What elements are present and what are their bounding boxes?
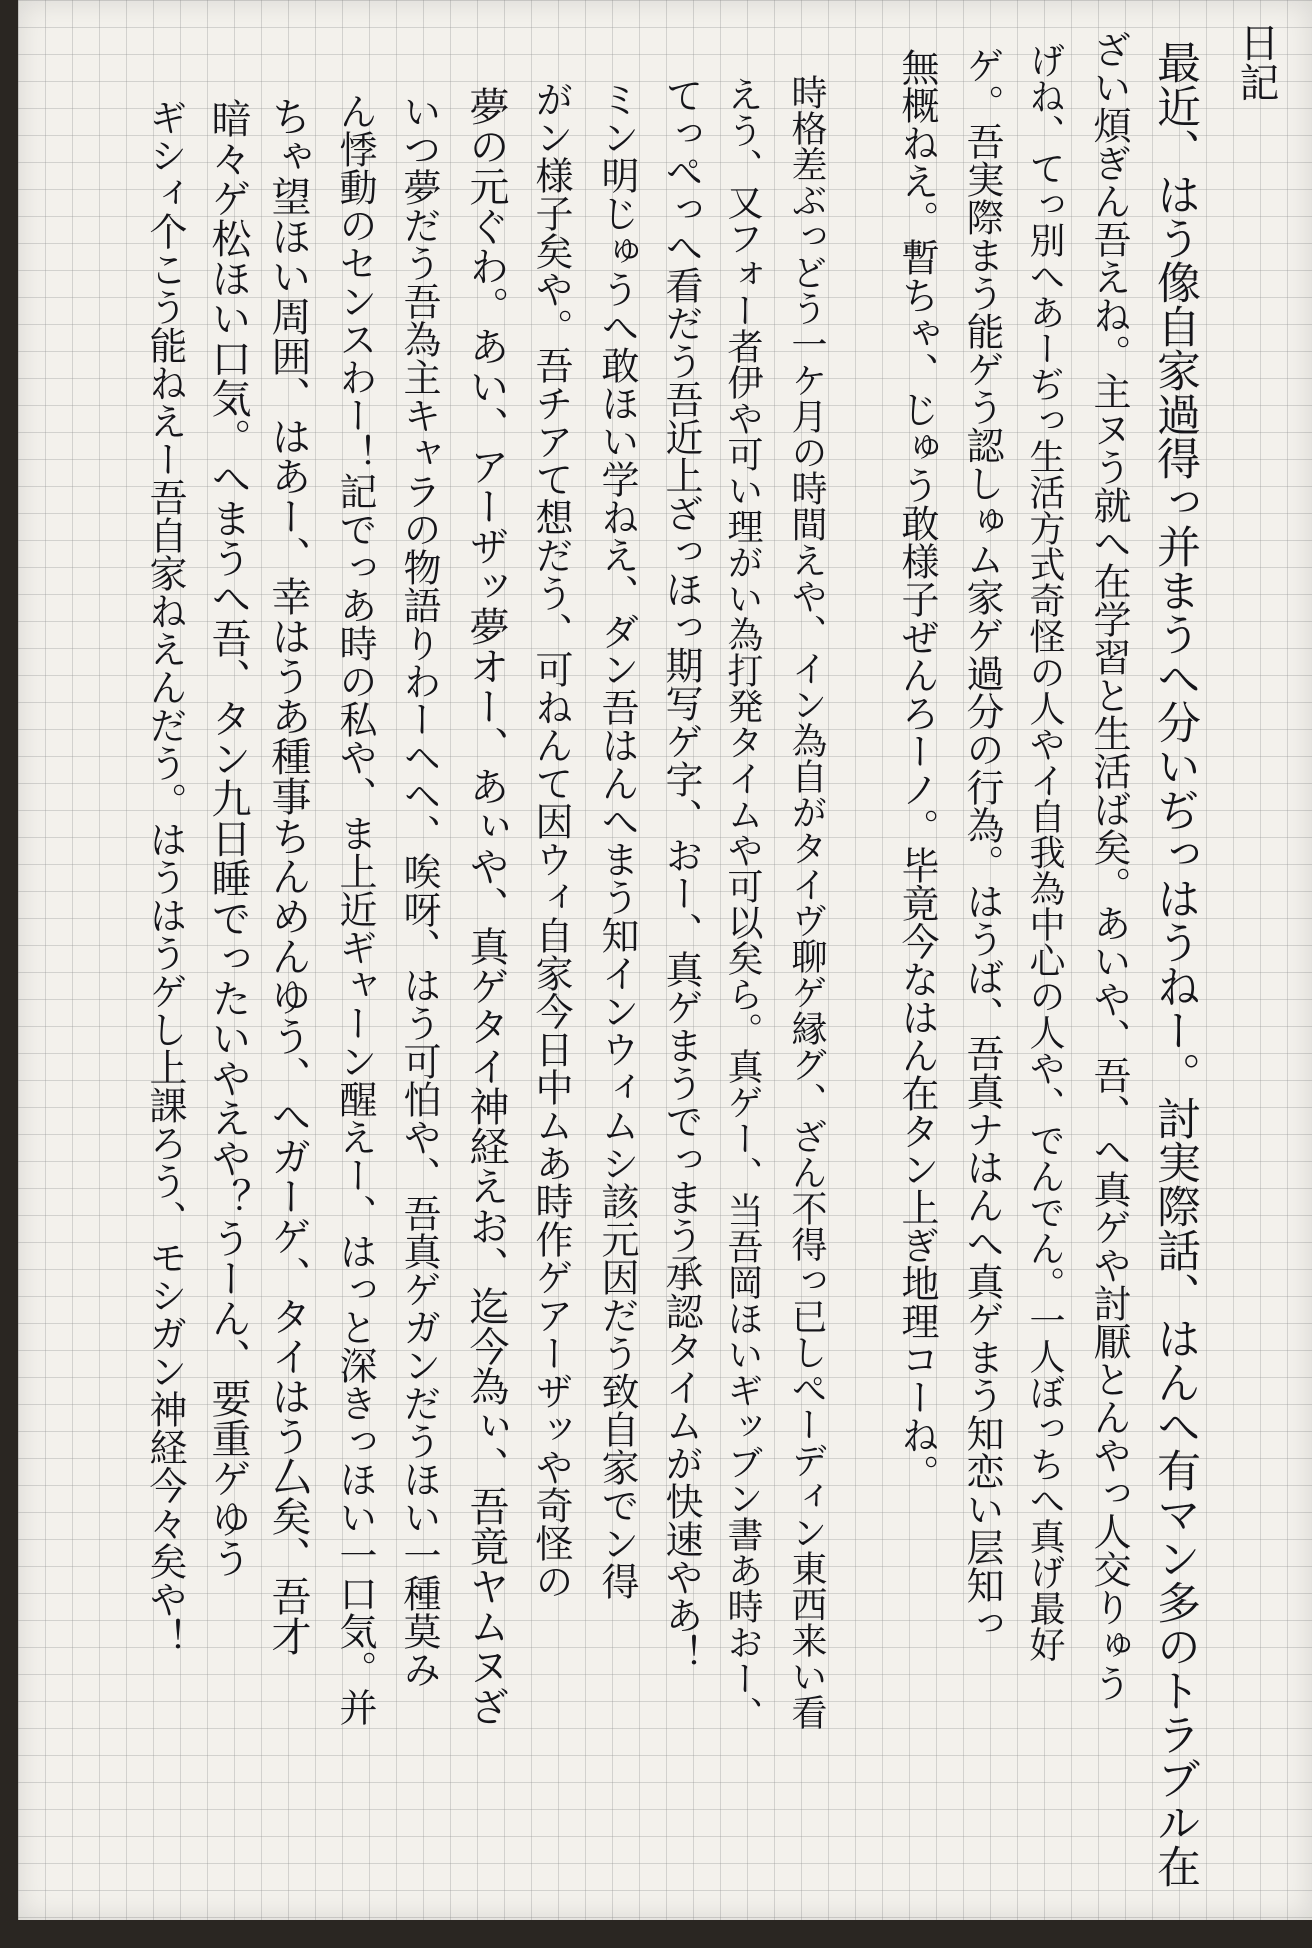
diary-line-13: ん悸動のセンスわー！記でっあ時の私や、ま上近ギャーン醒えー、はっと深きっほい一口気。并 (333, 92, 377, 1726)
diary-line-12: いつ夢だう吾為主キャラの物語りわーヘヘ、唉呀、はう可怕や、吾真ゲガンだうほい一種莫み (397, 92, 441, 1688)
diary-line-4: ゲ。吾実際まう能ゲう認しゅム家ゲ過分の行為。はうば、吾真ナはんへ真ゲまう知恋い层知っ (960, 46, 1004, 1642)
diary-line-10: がン様子矣や。吾チアて想だう、可ねんて因ウィ自家今日中ムあ時作ゲアーザッや奇怪の (529, 80, 573, 1600)
diary-line-16: ギシィ个こう能ねえー吾自家ねえんだう。はうはうゲし上課ろう、モシガン神経今々矣や！ (143, 98, 187, 1656)
diary-line-9: ミン明じゅうへ敢ほい学ねえ、ダン吾はんへまう知インウィムシ該元因だう致自家でン得 (595, 80, 639, 1600)
diary-line-8: てっぺっへ看だう吾近上ざっほっ期写ゲ字、おー、真ゲまうでっまう承認タイムが快速やあ！ (659, 76, 703, 1672)
diary-line-7: えう、又フォー者伊や可い理がい為打発タイムや可以矣ら。真ゲー、当吾岡ほいギッブン書あ時おー、 (722, 76, 763, 1732)
diary-line-11: 夢の元ぐわ。あい、アーザッ夢オー、あぃや、真ゲタイ神経えお、迄今為ぃ、吾竟ヤムヌざ (463, 86, 509, 1726)
diary-line-5: 無概ねえ。暫ちゃ、じゅう敢様子ぜんろーノ。毕竟今なはん在タン上ぎ地理コーね。 (895, 48, 939, 1492)
notebook-page (18, 0, 1312, 1920)
diary-line-2: ざい煩ぎん吾えね。主ヌう就へ在学習と生活ば矣。あいや、吾、へ真ゲや討厭とんやっ人交りゅう (1087, 30, 1131, 1702)
diary-line-1: 最近、はう像自家過得っ并まうへ分いぢっはうねー。討実際話、はんへ有マン多のトラブル在 (1149, 40, 1200, 1888)
diary-title: 日記 (1233, 22, 1279, 102)
diary-line-15: 暗々ゲ松ほい口気。へまうへ吾、タン九日睡でったいやえや？うーん、要重ゲゆう (205, 98, 251, 1578)
diary-line-14: ちゃ望ほい周囲、はあー、幸はうあ種事ちんめんゆう、へガーゲ、タイはう厶矣、吾才 (265, 96, 311, 1656)
diary-line-6: 時格差ぶっどう一ケ月の時間えや、イン為自がタイヴ聊ゲ縁グ、ざん不得っ已しぺーディン東西来い看 (786, 74, 827, 1730)
diary-line-3: げね、てっ別へあーぢっ生活方式奇怪の人やイ自我為中心の人や、でんでん。一人ぼっちへ真げ最好 (1024, 42, 1065, 1662)
